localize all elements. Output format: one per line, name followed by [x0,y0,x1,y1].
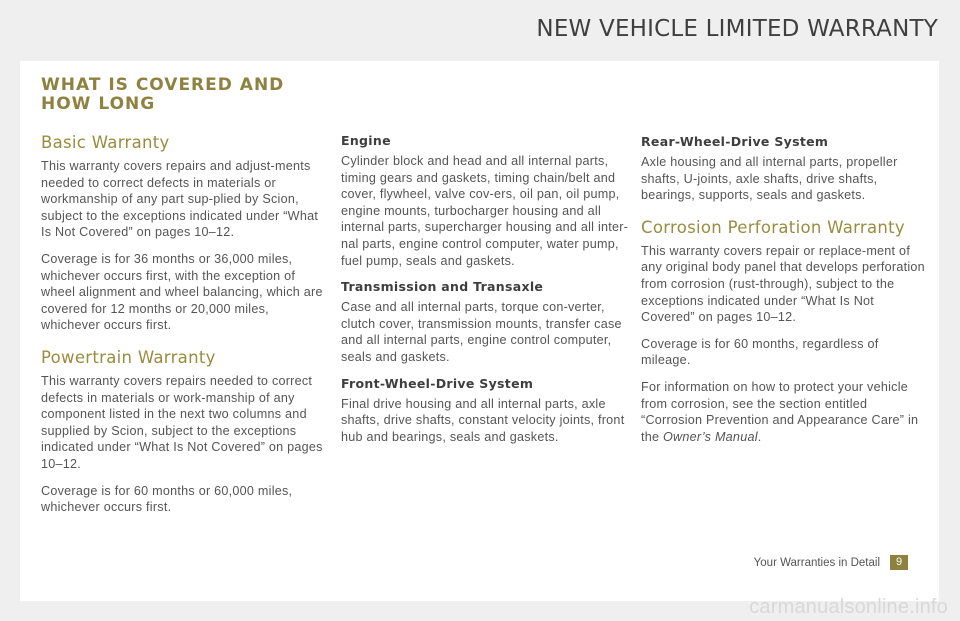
corrosion-warranty-text-1: This warranty covers repair or replace-ment of any original body panel that develops perforation from corrosion (rust-through), subject to the exceptions indicated under “What Is Not Covered” on pages 10–12. [641,243,925,325]
basic-warranty-text-1: This warranty covers repairs and adjust-ments needed to correct defects in materials or workmanship of any part sup-plied by Scion, subject to the exceptions indicated under “What Is Not Covered” on pages 10–12. [41,159,319,240]
rwd-text: Axle housing and all internal parts, propeller shafts, U-joints, axle shafts, drive shafts, bearings, supports, seals and gaskets. [641,155,898,203]
basic-warranty-heading: Basic Warranty [41,133,170,152]
fwd-heading: Front-Wheel-Drive System [341,375,534,391]
engine-text: Cylinder block and head and all internal parts, timing gears and gaskets, timing chain/belt and cover, flywheel, valve cov-ers, oil pan, oil pump, engine mounts, turbocharger housing and all internal parts, supercharger housing and all inter-nal parts, engine control computer, water pump, fuel pump, seals and gaskets. [341,154,629,268]
watermark-text: carmanualsonline.info [749,596,948,618]
section-title-line1: WHAT IS COVERED AND [41,75,285,95]
corrosion-text-3-prefix: For information on how to protect your vehicle from corrosion, see the section entitled “Corrosion Prevention and Appearance Care” in the [641,379,919,444]
column-1 [41,133,331,526]
page-footer [754,555,908,570]
section-title-line2: HOW LONG [41,94,156,114]
page-number-badge: 9 [890,555,908,570]
page-header-title: NEW VEHICLE LIMITED WARRANTY [536,16,938,42]
powertrain-warranty-text-2: Coverage is for 60 months or 60,000 miles, whichever occurs first. [41,483,293,515]
corrosion-warranty-heading: Corrosion Perforation Warranty [641,217,906,237]
engine-heading: Engine [341,133,391,148]
transmission-text: Case and all internal parts, torque con-verter, clutch cover, transmission mounts, transfer case and all internal parts, engine control computer, seals and gaskets. [341,300,622,364]
corrosion-text-3-suffix: . [757,429,762,444]
rwd-heading: Rear-Wheel-Drive System [641,134,829,149]
transmission-heading: Transmission and Transaxle [341,279,544,295]
column-2 [341,133,631,455]
footer-label: Your Warranties in Detail [753,556,880,569]
owners-manual-title: Owner’s Manual [663,429,758,444]
section-title [41,76,284,114]
column-3 [641,134,931,455]
content-panel [20,61,939,601]
corrosion-warranty-text-3 [641,379,931,445]
corrosion-warranty-text-2: Coverage is for 60 months, regardless of mileage. [641,336,879,368]
powertrain-warranty-heading: Powertrain Warranty [41,347,216,367]
fwd-text: Final drive housing and all internal parts, axle shafts, drive shafts, constant velocity joints, front hub and bearings, seals and gaskets. [341,396,625,444]
basic-warranty-text-2: Coverage is for 36 months or 36,000 miles, whichever occurs first, with the exception of wheel alignment and wheel balancing, which are covered for 12 months or 20,000 miles, whichever occurs first. [41,251,323,333]
powertrain-warranty-text-1: This warranty covers repairs needed to correct defects in materials or work-manship of any component listed in the next two columns and supplied by Scion, subject to the exceptions indicated under “What Is Not Covered” on pages 10–12. [41,373,323,471]
